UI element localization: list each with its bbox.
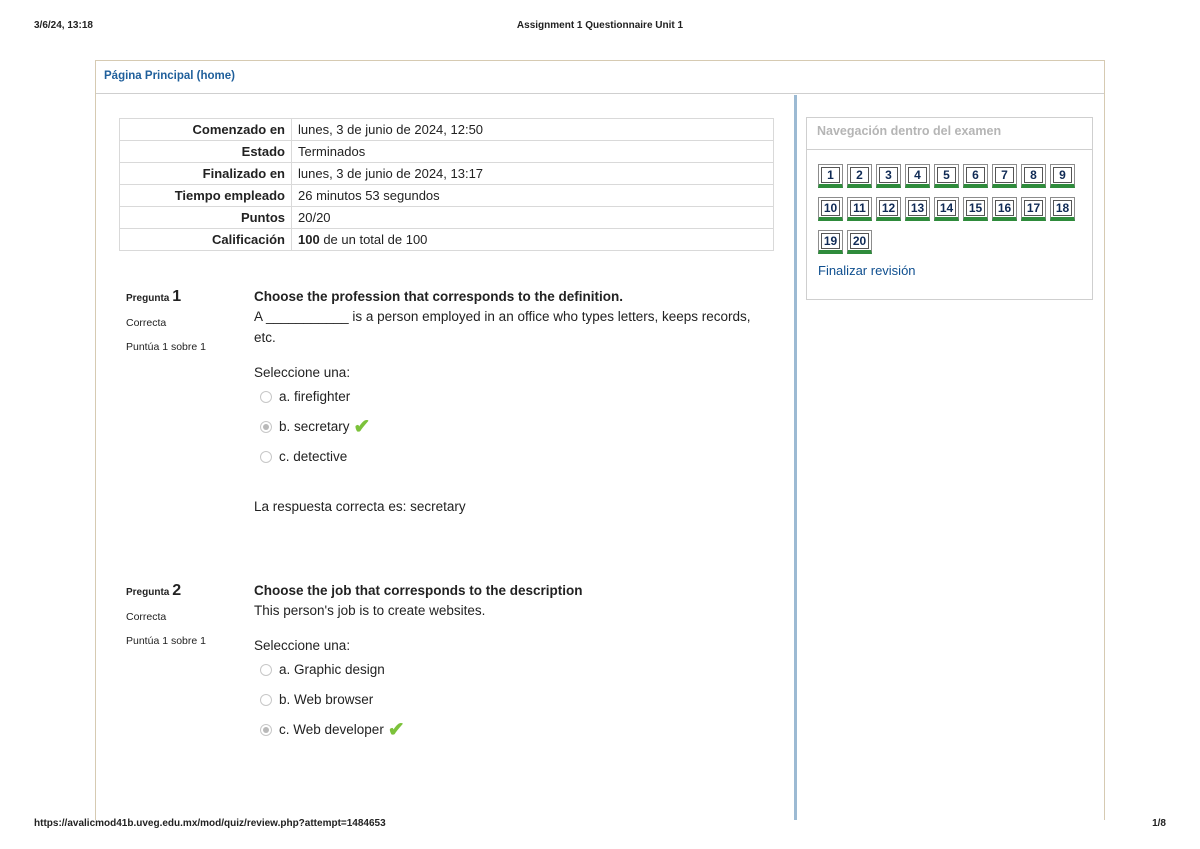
radio-button[interactable]	[260, 451, 272, 463]
nav-question-button[interactable]	[818, 164, 843, 188]
summary-value: lunes, 3 de junio de 2024, 13:17	[292, 163, 774, 185]
question-text: A ___________ is a person employed in an office who types letters, keeps records, etc.	[254, 309, 751, 345]
question-label: Pregunta	[126, 293, 170, 304]
nav-question-button[interactable]	[1050, 164, 1075, 188]
summary-label: Calificación	[120, 229, 292, 251]
summary-label: Tiempo empleado	[120, 185, 292, 207]
nav-question-number: 16	[995, 200, 1014, 216]
question-text: This person's job is to create websites.	[254, 603, 486, 618]
question-info	[126, 579, 246, 653]
summary-value: 26 minutos 53 segundos	[292, 185, 774, 207]
nav-question-number: 1	[821, 167, 840, 183]
radio-button-selected[interactable]	[260, 724, 272, 736]
summary-row	[120, 119, 774, 141]
summary-value: Terminados	[292, 141, 774, 163]
question-state: Correcta	[126, 611, 167, 623]
summary-label: Comenzado en	[120, 119, 292, 141]
question-info	[126, 285, 246, 359]
nav-question-number: 8	[1024, 167, 1043, 183]
nav-question-button[interactable]	[992, 197, 1017, 221]
answer-option-selected[interactable]	[254, 412, 774, 442]
quiz-navigation-block	[806, 117, 1093, 300]
radio-button[interactable]	[260, 391, 272, 403]
answer-option-label: a. firefighter	[279, 389, 351, 404]
answer-option-label: b. Web browser	[279, 692, 374, 707]
nav-question-button[interactable]	[1021, 197, 1046, 221]
question-grade: Puntúa 1 sobre 1	[126, 341, 206, 353]
summary-row	[120, 207, 774, 229]
print-page-number: 1/8	[1152, 818, 1166, 829]
print-title: Assignment 1 Questionnaire Unit 1	[516, 20, 684, 31]
print-url: https://avalicmod41b.uveg.edu.mx/mod/quiz/review.php?attempt=1484653	[34, 818, 386, 829]
radio-button[interactable]	[260, 664, 272, 676]
quiz-navigation-title: Navegación dentro del examen	[807, 118, 1092, 150]
page-frame	[95, 60, 1105, 820]
answer-option-label: c. detective	[279, 449, 348, 464]
finish-review-link[interactable]: Finalizar revisión	[818, 263, 916, 278]
summary-label: Puntos	[120, 207, 292, 229]
question-1	[126, 285, 766, 535]
nav-question-number: 10	[821, 200, 840, 216]
question-2	[126, 579, 766, 779]
breadcrumb	[96, 61, 1104, 94]
nav-question-button[interactable]	[1050, 197, 1075, 221]
nav-question-number: 14	[937, 200, 956, 216]
nav-question-number: 18	[1053, 200, 1072, 216]
nav-question-number: 17	[1024, 200, 1043, 216]
summary-row	[120, 229, 774, 251]
nav-question-button[interactable]	[934, 164, 959, 188]
question-content	[254, 579, 774, 745]
nav-question-button[interactable]	[847, 230, 872, 254]
question-title: Choose the job that corresponds to the description	[254, 583, 583, 598]
quiz-navigation-buttons	[818, 164, 1088, 263]
check-icon: ✔	[353, 416, 371, 438]
answer-option-label: c. Web developer	[279, 722, 384, 737]
question-number: 1	[172, 288, 182, 305]
nav-question-button[interactable]	[934, 197, 959, 221]
nav-question-button[interactable]	[876, 197, 901, 221]
nav-question-number: 7	[995, 167, 1014, 183]
answer-option-label: b. secretary	[279, 419, 350, 434]
summary-value: 20/20	[292, 207, 774, 229]
question-label: Pregunta	[126, 587, 170, 598]
answer-option-selected[interactable]	[254, 715, 774, 745]
summary-value	[292, 229, 774, 251]
breadcrumb-home-link[interactable]: Página Principal (home)	[104, 70, 235, 82]
summary-value: lunes, 3 de junio de 2024, 12:50	[292, 119, 774, 141]
summary-row	[120, 141, 774, 163]
nav-question-button[interactable]	[847, 164, 872, 188]
nav-question-number: 19	[821, 233, 840, 249]
nav-question-button[interactable]	[876, 164, 901, 188]
nav-question-button[interactable]	[905, 197, 930, 221]
nav-question-button[interactable]	[818, 230, 843, 254]
print-header	[34, 20, 1166, 34]
nav-question-button[interactable]	[847, 197, 872, 221]
nav-question-number: 5	[937, 167, 956, 183]
answer-option[interactable]	[254, 442, 774, 472]
nav-question-button[interactable]	[905, 164, 930, 188]
correct-answer-feedback: La respuesta correcta es: secretary	[254, 499, 466, 514]
nav-question-button[interactable]	[818, 197, 843, 221]
radio-button-selected[interactable]	[260, 421, 272, 433]
nav-question-number: 9	[1053, 167, 1072, 183]
answer-option-label: a. Graphic design	[279, 662, 385, 677]
answer-prompt: Seleccione una:	[254, 638, 351, 653]
answer-option[interactable]	[254, 655, 774, 685]
nav-question-number: 15	[966, 200, 985, 216]
print-footer	[34, 818, 1166, 832]
question-content	[254, 285, 774, 516]
summary-label: Estado	[120, 141, 292, 163]
summary-row	[120, 163, 774, 185]
nav-question-number: 13	[908, 200, 927, 216]
summary-label: Finalizado en	[120, 163, 292, 185]
answer-option[interactable]	[254, 382, 774, 412]
nav-question-number: 4	[908, 167, 927, 183]
grade-value: 100	[298, 232, 320, 247]
nav-question-button[interactable]	[1021, 164, 1046, 188]
column-divider	[794, 95, 797, 820]
answer-prompt: Seleccione una:	[254, 365, 351, 380]
question-state: Correcta	[126, 317, 167, 329]
question-number: 2	[172, 582, 182, 599]
nav-question-number: 2	[850, 167, 869, 183]
check-icon: ✔	[387, 719, 405, 741]
answer-option[interactable]	[254, 685, 774, 715]
radio-button[interactable]	[260, 694, 272, 706]
grade-total: de un total de 100	[319, 232, 428, 247]
question-grade: Puntúa 1 sobre 1	[126, 635, 206, 647]
nav-question-number: 12	[879, 200, 898, 216]
print-date: 3/6/24, 13:18	[34, 20, 93, 31]
nav-question-button[interactable]	[992, 164, 1017, 188]
nav-question-number: 11	[850, 200, 869, 216]
nav-question-number: 6	[966, 167, 985, 183]
nav-question-number: 3	[879, 167, 898, 183]
attempt-summary-table	[119, 118, 774, 251]
question-title: Choose the profession that corresponds to the definition.	[254, 289, 624, 304]
nav-question-number: 20	[850, 233, 869, 249]
nav-question-button[interactable]	[963, 164, 988, 188]
nav-question-button[interactable]	[963, 197, 988, 221]
summary-row	[120, 185, 774, 207]
